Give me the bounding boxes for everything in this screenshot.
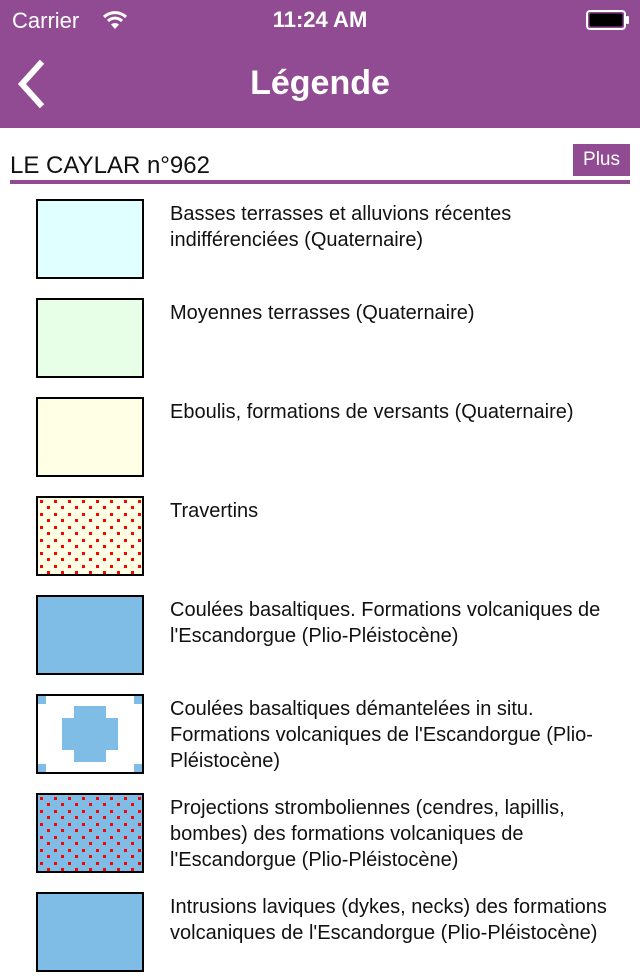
legend-list xyxy=(0,184,640,976)
legend-item[interactable] xyxy=(0,877,640,976)
swatch-moyennes-terrasses xyxy=(36,298,144,378)
swatch-intrusions-laviques xyxy=(36,892,144,972)
carrier-label: Carrier xyxy=(12,8,80,33)
legend-label: Eboulis, formations de versants (Quaternaire) xyxy=(170,401,574,423)
legend-label: Travertins xyxy=(170,500,259,522)
status-bar xyxy=(0,0,640,40)
swatch-travertins xyxy=(36,496,144,576)
more-button[interactable]: Plus xyxy=(573,144,630,176)
swatch-projections-stromboliennes xyxy=(36,793,144,873)
legend-item[interactable] xyxy=(0,580,640,679)
legend-label: Moyennes terrasses (Quaternaire) xyxy=(170,302,475,324)
app-header xyxy=(0,0,640,128)
swatch-eboulis xyxy=(36,397,144,477)
page-title: Légende xyxy=(250,64,390,102)
battery-icon xyxy=(586,10,630,30)
legend-item[interactable] xyxy=(0,184,640,283)
legend-label: Intrusions laviques (dykes, necks) des formations volcaniques de l'Escandorgue (Plio-Pléistocène) xyxy=(170,896,607,944)
status-time: 11:24 AM xyxy=(272,7,368,32)
swatch-coulees-demantelees xyxy=(36,694,144,774)
swatch-alluvions-recentes xyxy=(36,199,144,279)
navigation-bar xyxy=(0,40,640,128)
legend-item[interactable] xyxy=(0,283,640,382)
legend-label: Projections stromboliennes (cendres, lapillis, bombes) des formations volcaniques de l'Escandorgue (Plio-Pléistocène) xyxy=(170,797,565,871)
legend-label: Coulées basaltiques démantelées in situ. Formations volcaniques de l'Escandorgue (Plio-Pléistocène) xyxy=(170,698,593,772)
swatch-coulees-basaltiques xyxy=(36,595,144,675)
legend-item[interactable] xyxy=(0,382,640,481)
map-sheet-title: LE CAYLAR n°962 xyxy=(10,152,210,179)
legend-item[interactable] xyxy=(0,679,640,778)
legend-item[interactable] xyxy=(0,778,640,877)
map-sheet-header xyxy=(0,128,640,184)
legend-item[interactable] xyxy=(0,481,640,580)
legend-label: Coulées basaltiques. Formations volcaniques de l'Escandorgue (Plio-Pléistocène) xyxy=(170,599,601,647)
legend-label: Basses terrasses et alluvions récentes indifférenciées (Quaternaire) xyxy=(170,203,512,251)
